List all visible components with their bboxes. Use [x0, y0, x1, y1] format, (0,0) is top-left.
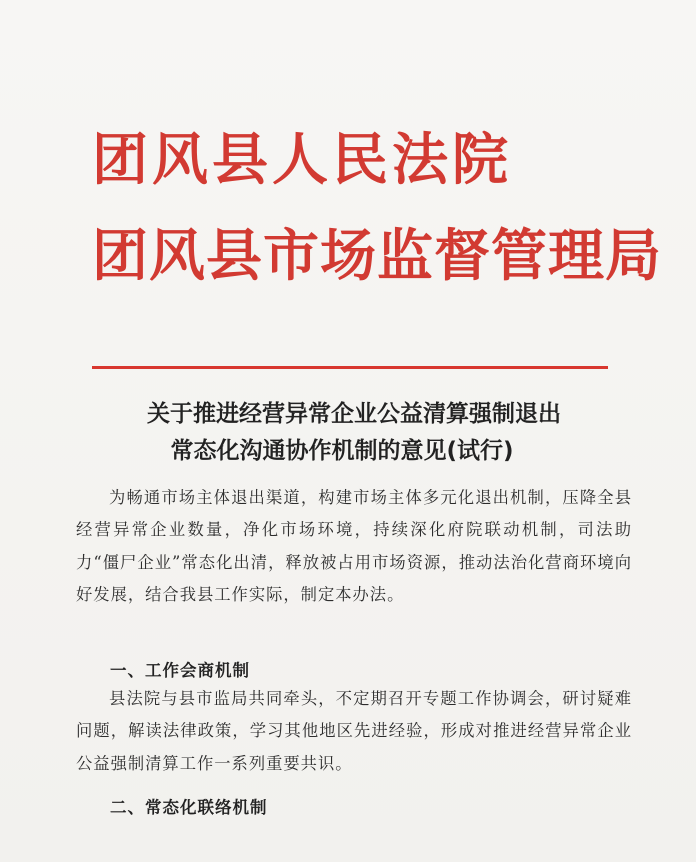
issuing-org-court: 团风县人民法院: [92, 127, 512, 193]
section-2-heading: 二、常态化联络机制: [110, 798, 268, 817]
issuing-org-market-bureau: 团风县市场监督管理局: [92, 223, 662, 289]
section-1-heading: 一、工作会商机制: [110, 661, 250, 680]
document-title-line-2: 常态化沟通协作机制的意见(试行): [170, 438, 514, 464]
red-header-divider: [92, 366, 608, 369]
section-1-body: 县法院与县市监局共同牵头，不定期召开专题工作协调会，研讨疑难问题，解读法律政策，学习其他地区先进经验，形成对推进经营异常企业公益强制清算工作一系列重要共识。: [76, 689, 632, 773]
document-title-line-1: 关于推进经营异常企业公益清算强制退出: [147, 401, 561, 427]
intro-paragraph: 为畅通市场主体退出渠道，构建市场主体多元化退出机制，压降全县经营异常企业数量，净化市场环境，持续深化府院联动机制，司法助力“僵尸企业”常态化出清，释放被占用市场资源，推动法治化营商环境向好发展，结合我县工作实际，制定本办法。: [76, 488, 632, 605]
